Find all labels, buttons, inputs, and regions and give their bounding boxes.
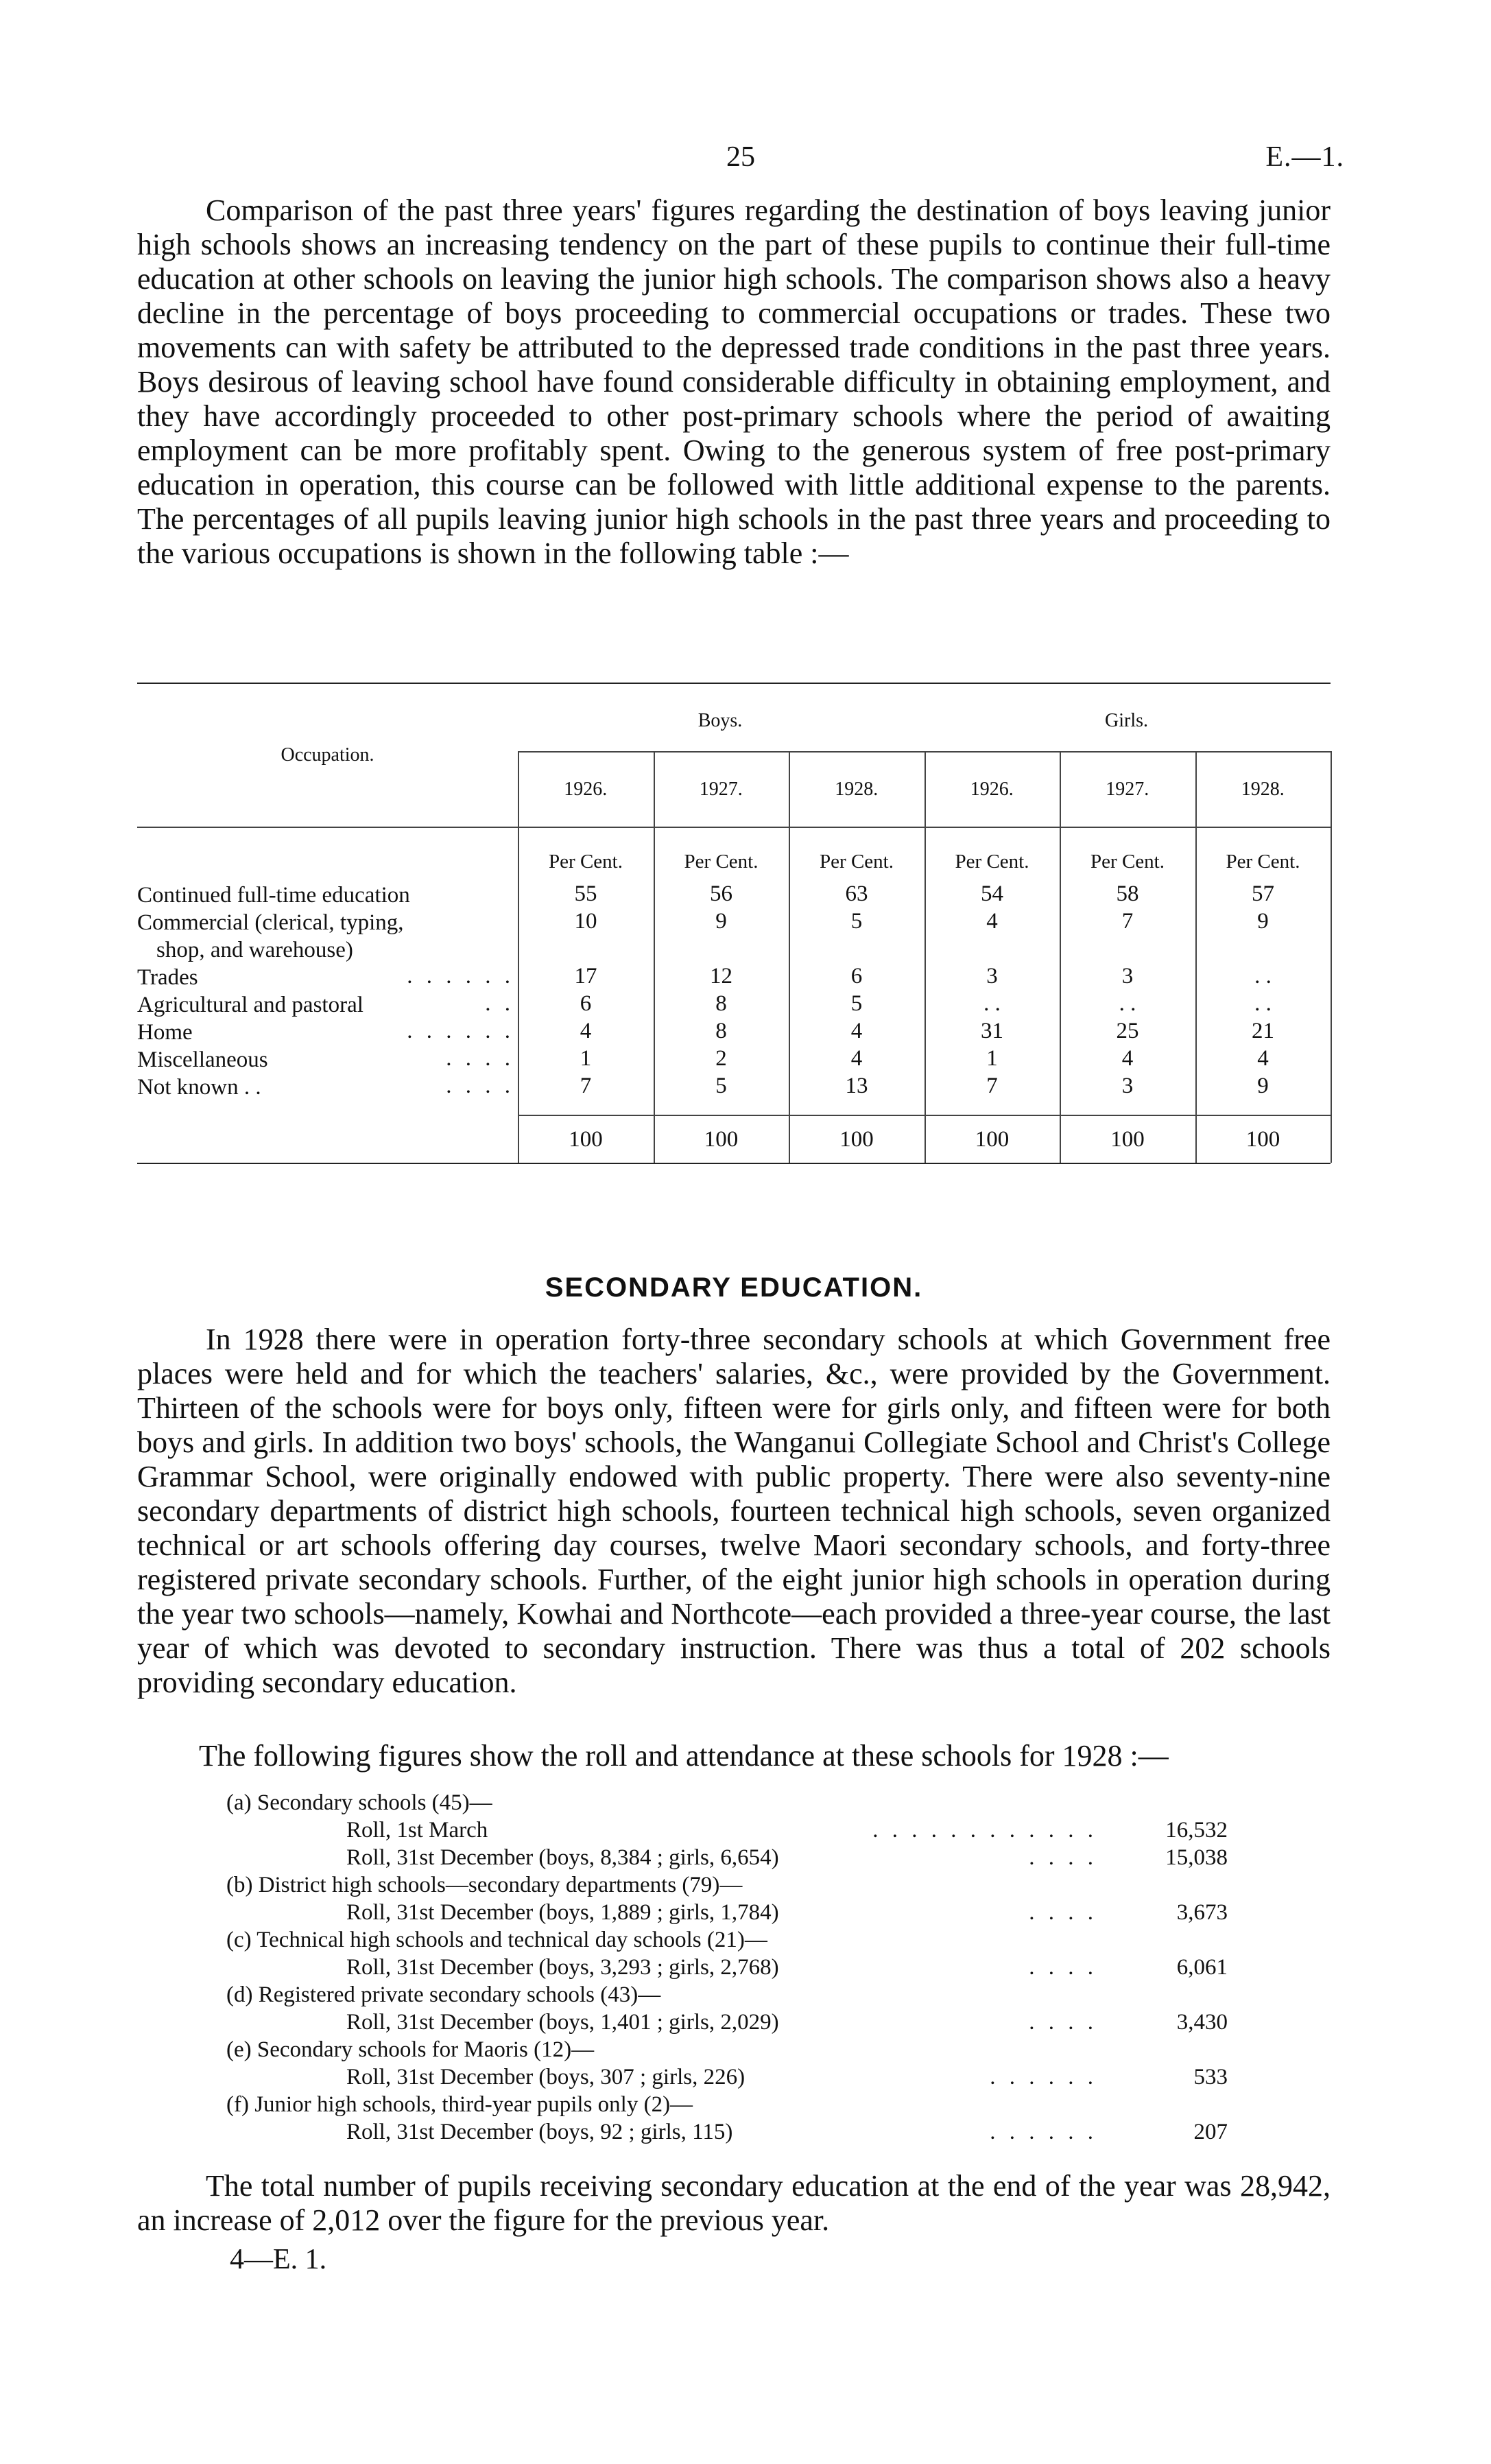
roll-entry [226, 2065, 1228, 2092]
table-cell: 17 [574, 964, 597, 988]
table-bottom-rule [137, 1163, 1331, 1164]
entry-value: 3,673 [1176, 1900, 1228, 1925]
table-cell: 56 [710, 881, 732, 906]
entry-value: 3,430 [1176, 2010, 1228, 2035]
category-label: (a) Secondary schools (45)— [226, 1790, 492, 1815]
roll-category [226, 1982, 1228, 2010]
unit-label: Per Cent. [955, 851, 1029, 873]
roll-entry [226, 1900, 1228, 1928]
occupation-table [137, 683, 1331, 1176]
total-cell: 100 [1110, 1127, 1145, 1152]
row-label: Trades [137, 965, 198, 990]
column-rule [789, 751, 790, 1163]
entry-label: Roll, 31st December (boys, 1,401 ; girls, 2,029) [346, 2010, 779, 2035]
entry-label: Roll, 31st December (boys, 3,293 ; girls, 2,768) [346, 1955, 779, 1980]
roll-category [226, 2037, 1228, 2065]
roll-entry [226, 1818, 1228, 1845]
roll-category [226, 2092, 1228, 2120]
dot-leader: . . . . [1029, 1900, 1097, 1925]
table-cell: 4 [1257, 1046, 1269, 1071]
year-header: 1927. [1106, 779, 1149, 800]
roll-category [226, 1790, 1228, 1818]
dot-leader: . . . . [1029, 1845, 1097, 1870]
category-label: (d) Registered private secondary schools (43)— [226, 1982, 661, 2007]
page-header [137, 141, 1344, 189]
entry-label: Roll, 31st December (boys, 92 ; girls, 115) [346, 2120, 733, 2144]
table-cell: 9 [1257, 1074, 1269, 1098]
page-number: 25 [726, 141, 755, 173]
entry-label: Roll, 31st December (boys, 8,384 ; girls, 6,654) [346, 1845, 779, 1870]
dot-leader: . . . . . . [407, 964, 514, 988]
table-cell: 7 [580, 1074, 592, 1098]
column-rule [925, 751, 926, 1163]
category-label: (b) District high schools—secondary departments (79)— [226, 1873, 743, 1897]
row-label: Commercial (clerical, typing, [137, 910, 404, 935]
entry-label: Roll, 31st December (boys, 1,889 ; girls, 1,784) [346, 1900, 779, 1925]
table-cell: 6 [850, 964, 863, 988]
boys-header: Boys. [697, 710, 743, 731]
table-cell: 63 [845, 881, 868, 906]
table-cell: 55 [574, 881, 597, 906]
entry-value: 15,038 [1165, 1845, 1228, 1870]
table-cell: 3 [1121, 1074, 1134, 1098]
year-header: 1926. [970, 779, 1014, 800]
dot-leader: . . . . . . [407, 1019, 514, 1043]
intro-paragraph: Comparison of the past three years' figures regarding the destination of boys leaving junior high schools shows an increasing tendency on the part of these pupils to continue their full-time education at other schools on leaving the junior high schools. The comparison shows also a heavy decline in the percentage of boys proceeding to commercial occupations or trades. These two movements can with safety be attributed to the depressed trade conditions in the past three years. Boys desirous of leaving school have found considerable difficulty in obtaining employment, and they have accordingly proceeded to other post-primary schools where the period of awaiting employment can be more profitably spent. Owing to the generous system of free post-primary education in operation, this course can be followed with little additional expense to the parents. The percentages of all pupils leaving junior high schools in the past three years and proceeding to the various occupations is shown in the following table :— [137, 193, 1331, 570]
section-heading: SECONDARY EDUCATION. [545, 1272, 923, 1303]
roll-entry [226, 1845, 1228, 1873]
table-cell: . . [1254, 991, 1272, 1016]
roll-figures-list [226, 1790, 1228, 2147]
girls-header: Girls. [1105, 710, 1148, 731]
table-cell: 21 [1252, 1019, 1274, 1043]
dot-leader: . . . . . . . . . . . . [872, 1818, 1097, 1843]
header-separator [137, 827, 1331, 828]
column-rule [1195, 751, 1197, 1163]
secondary-education-paragraph: In 1928 there were in operation forty-three secondary schools at which Government free places were held and for which the teachers' salaries, &c., were provided by the Government. Thirteen of the schools were for boys only, fifteen were for girls only, and fifteen were for both boys and girls. In addition two boys' schools, the Wanganui Collegiate School and Christ's College Grammar School, were originally endowed with public property. There were also seventy-nine secondary departments of district high schools, fourteen technical high schools, seven organized technical or art schools offering day courses, twelve Maori secondary schools, and forty-three registered private secondary schools. Further, of the eight junior high schools in operation during the year two schools—namely, Kowhai and Northcote—each provided a three-year course, the last year of which was devoted to secondary instruction. There was thus a total of 202 schools providing secondary education. [137, 1323, 1331, 1699]
roll-entry [226, 1955, 1228, 1982]
dot-leader: . . . . . . [990, 2065, 1097, 2089]
table-cell: 4 [580, 1019, 592, 1043]
table-cell: 25 [1116, 1019, 1139, 1043]
column-rule [1331, 751, 1332, 1163]
table-top-rule [137, 683, 1331, 684]
occupation-header: Occupation. [281, 744, 374, 766]
closing-paragraph: The total number of pupils receiving secondary education at the end of the year was 28,942, an increase of 2,012 over the figure for the previous year. [137, 2169, 1331, 2237]
year-header: 1927. [699, 779, 743, 800]
table-cell: 3 [1121, 964, 1134, 988]
footer-signature: 4—E. 1. [230, 2244, 327, 2275]
total-cell: 100 [569, 1127, 603, 1152]
row-label: Miscellaneous [137, 1047, 268, 1072]
column-rule [1060, 751, 1061, 1163]
table-cell: 3 [986, 964, 998, 988]
row-label: Agricultural and pastoral [137, 993, 363, 1017]
table-cell: 1 [580, 1046, 592, 1071]
table-cell: . . [1254, 964, 1272, 988]
unit-label: Per Cent. [1226, 851, 1300, 873]
dot-leader: . . . . [1029, 2010, 1097, 2035]
dot-leader: . . [485, 991, 514, 1016]
table-cell: 10 [574, 909, 597, 934]
table-cell: 9 [1257, 909, 1269, 934]
table-cell: . . [1119, 991, 1136, 1016]
row-label: Not known . . [137, 1075, 261, 1100]
table-cell: 4 [986, 909, 998, 934]
roll-entry [226, 2010, 1228, 2037]
roll-category [226, 1873, 1228, 1900]
table-cell: 54 [981, 881, 1003, 906]
roll-category [226, 1928, 1228, 1955]
table-cell: 5 [850, 991, 863, 1016]
year-header: 1928. [835, 779, 879, 800]
entry-value: 6,061 [1176, 1955, 1228, 1980]
unit-label: Per Cent. [1090, 851, 1165, 873]
table-cell: . . [983, 991, 1001, 1016]
total-cell: 100 [975, 1127, 1010, 1152]
year-header: 1928. [1241, 779, 1285, 800]
row-label: Home [137, 1020, 193, 1045]
total-cell: 100 [704, 1127, 739, 1152]
unit-label: Per Cent. [820, 851, 894, 873]
row-label: shop, and warehouse) [156, 938, 353, 962]
table-cell: 57 [1252, 881, 1274, 906]
entry-label: Roll, 1st March [346, 1818, 488, 1843]
entry-value: 207 [1193, 2120, 1228, 2144]
roll-intro: The following figures show the roll and attendance at these schools for 1928 :— [199, 1739, 1169, 1773]
category-label: (c) Technical high schools and technical day schools (21)— [226, 1928, 767, 1952]
dot-leader: . . . . [446, 1074, 514, 1098]
table-cell: 31 [981, 1019, 1003, 1043]
roll-entry [226, 2120, 1228, 2147]
entry-value: 16,532 [1165, 1818, 1228, 1843]
year-header: 1926. [564, 779, 608, 800]
entry-value: 533 [1193, 2065, 1228, 2089]
category-label: (f) Junior high schools, third-year pupils only (2)— [226, 2092, 693, 2117]
dot-leader: . . . . [446, 1046, 514, 1071]
category-label: (e) Secondary schools for Maoris (12)— [226, 2037, 595, 2062]
total-cell: 100 [839, 1127, 874, 1152]
table-cell: 1 [986, 1046, 998, 1071]
unit-label: Per Cent. [549, 851, 623, 873]
unit-label: Per Cent. [684, 851, 759, 873]
entry-label: Roll, 31st December (boys, 307 ; girls, 226) [346, 2065, 746, 2089]
table-cell: 13 [845, 1074, 868, 1098]
table-cell: 5 [850, 909, 863, 934]
table-cell: 4 [1121, 1046, 1134, 1071]
table-cell: 2 [715, 1046, 727, 1071]
table-cell: 6 [580, 991, 592, 1016]
table-cell: 5 [715, 1074, 727, 1098]
column-rule [654, 751, 655, 1163]
table-cell: 58 [1116, 881, 1139, 906]
dot-leader: . . . . . . [990, 2120, 1097, 2144]
dot-leader: . . . . [1029, 1955, 1097, 1980]
table-cell: 8 [715, 991, 727, 1016]
table-cell: 4 [850, 1046, 863, 1071]
row-label: Continued full-time education [137, 883, 410, 908]
total-cell: 100 [1245, 1127, 1280, 1152]
table-cell: 9 [715, 909, 727, 934]
table-cell: 4 [850, 1019, 863, 1043]
document-reference: E.—1. [1265, 141, 1344, 173]
table-cell: 12 [710, 964, 732, 988]
table-cell: 8 [715, 1019, 727, 1043]
table-cell: 7 [986, 1074, 998, 1098]
table-cell: 7 [1121, 909, 1134, 934]
